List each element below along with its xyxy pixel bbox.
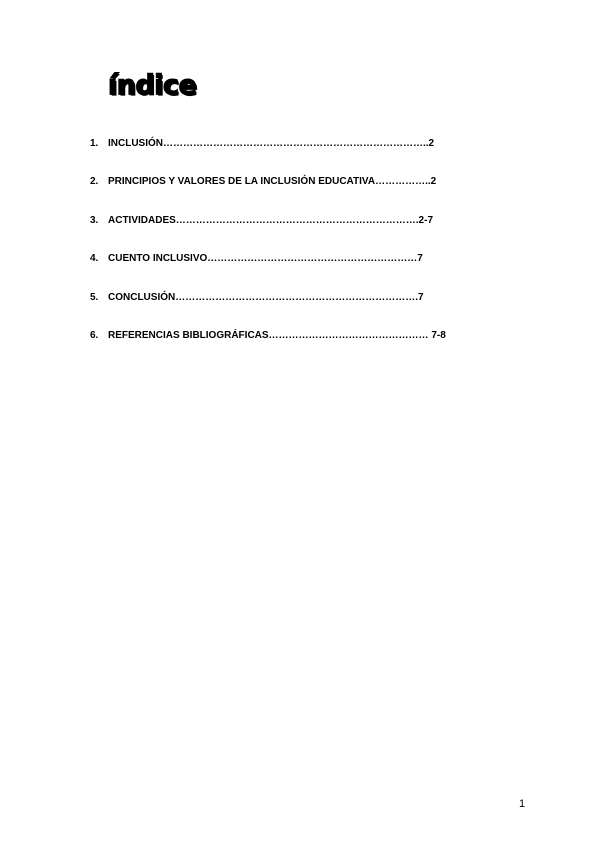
toc-item — [90, 138, 510, 176]
toc-item-number: 6. — [90, 329, 99, 341]
toc-item-number: 5. — [90, 291, 99, 303]
toc-item-number: 3. — [90, 214, 99, 226]
toc-item-entry: CUENTO INCLUSIVO………………………………………………………7 — [108, 253, 423, 265]
toc-item — [90, 330, 510, 368]
toc-item-number: 2. — [90, 176, 99, 188]
toc-item-entry: ACTIVIDADES……………………………………………………………….2-7 — [108, 214, 434, 226]
toc-item-number: 1. — [90, 138, 99, 149]
toc-item — [90, 215, 510, 253]
toc-item — [90, 292, 510, 330]
toc-item-number: 4. — [90, 253, 99, 265]
toc-item — [90, 176, 510, 214]
page-title: índice — [108, 70, 197, 101]
toc-item-entry: CONCLUSIÓN……………………………………………………………….7 — [108, 291, 424, 303]
toc-item-entry: REFERENCIAS BIBLIOGRÁFICAS………………………………………… 7-8 — [108, 329, 446, 341]
toc-item-entry: PRINCIPIOS Y VALORES DE LA INCLUSIÓN EDUCATIVA……………..2 — [108, 176, 437, 188]
page-number: 1 — [519, 798, 526, 810]
table-of-contents — [90, 138, 510, 368]
toc-item — [90, 253, 510, 291]
toc-item-entry: INCLUSIÓN……………………………………………………………………..2 — [108, 138, 435, 149]
